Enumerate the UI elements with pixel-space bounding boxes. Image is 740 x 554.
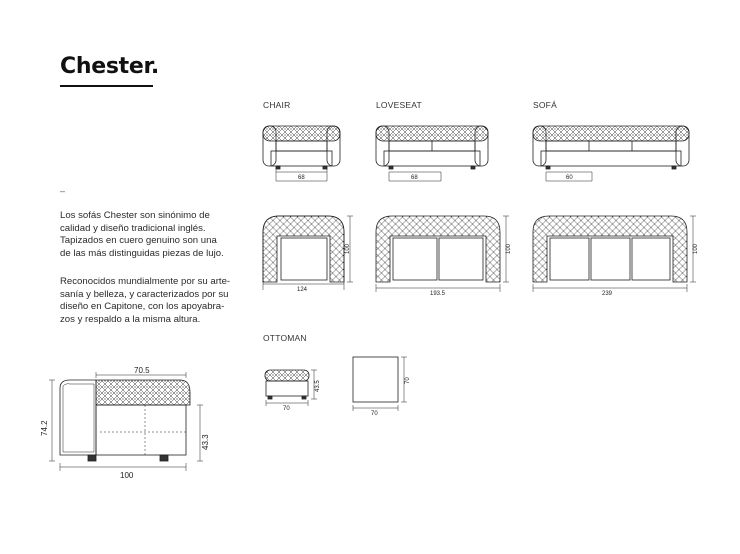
side-view-drawing <box>49 372 203 471</box>
label-loveseat: LOVESEAT <box>376 100 422 110</box>
description-line: de las más distinguidas piezas de lujo. <box>60 247 224 259</box>
loveseat-top-drawing <box>376 216 509 292</box>
chair-front-drawing <box>263 126 340 181</box>
dim-ottoman-top-width: 70 <box>371 411 378 417</box>
dim-loveseat-width: 193.5 <box>430 291 446 297</box>
chair-top-drawing <box>263 216 353 290</box>
dim-sofa-seat: 60 <box>566 175 573 181</box>
label-chair: CHAIR <box>263 100 291 110</box>
dim-ottoman-front-height: 43.5 <box>315 380 321 392</box>
sofa-top-drawing <box>533 216 696 292</box>
description-line: sanía y belleza, y caracterizados por su <box>60 288 229 300</box>
dim-sofa-width: 239 <box>602 291 613 297</box>
dim-ottoman-front-width: 70 <box>283 406 290 412</box>
ottoman-top-drawing <box>353 357 407 411</box>
dim-side-seat-height: 43.3 <box>201 434 210 450</box>
description-line: diseño en Capitone, con los apoyabra- <box>60 301 225 313</box>
sofa-front-drawing <box>533 126 689 181</box>
dim-chair-width: 124 <box>297 287 308 293</box>
description-line: Los sofás Chester son sinónimo de <box>60 210 210 221</box>
ottoman-front-drawing <box>265 370 317 406</box>
page-title: Chester. <box>60 54 159 79</box>
dim-side-back-width: 70.5 <box>134 366 150 375</box>
dim-sofa-depth: 100 <box>693 243 699 254</box>
dim-ottoman-top-depth: 70 <box>405 377 411 384</box>
description-line: zos y respaldo a la misma altura. <box>60 313 201 325</box>
dim-side-width: 100 <box>120 471 134 480</box>
loveseat-front-drawing <box>376 126 488 181</box>
separator-dash: – <box>60 186 66 196</box>
label-sofa: SOFÁ <box>533 100 557 110</box>
label-ottoman: OTTOMAN <box>263 333 307 343</box>
dim-loveseat-seat: 68 <box>411 175 418 181</box>
description-line: calidad y diseño tradicional inglés. <box>60 222 206 234</box>
description-line: Reconocidos mundialmente por su arte- <box>60 276 231 287</box>
dim-chair-depth: 100 <box>345 243 351 254</box>
description-line: Tapizados en cuero genuino son una <box>60 235 217 247</box>
dim-chair-seat: 68 <box>298 175 305 181</box>
dim-side-total-height: 74.2 <box>40 420 49 436</box>
dim-loveseat-depth: 100 <box>506 243 512 254</box>
